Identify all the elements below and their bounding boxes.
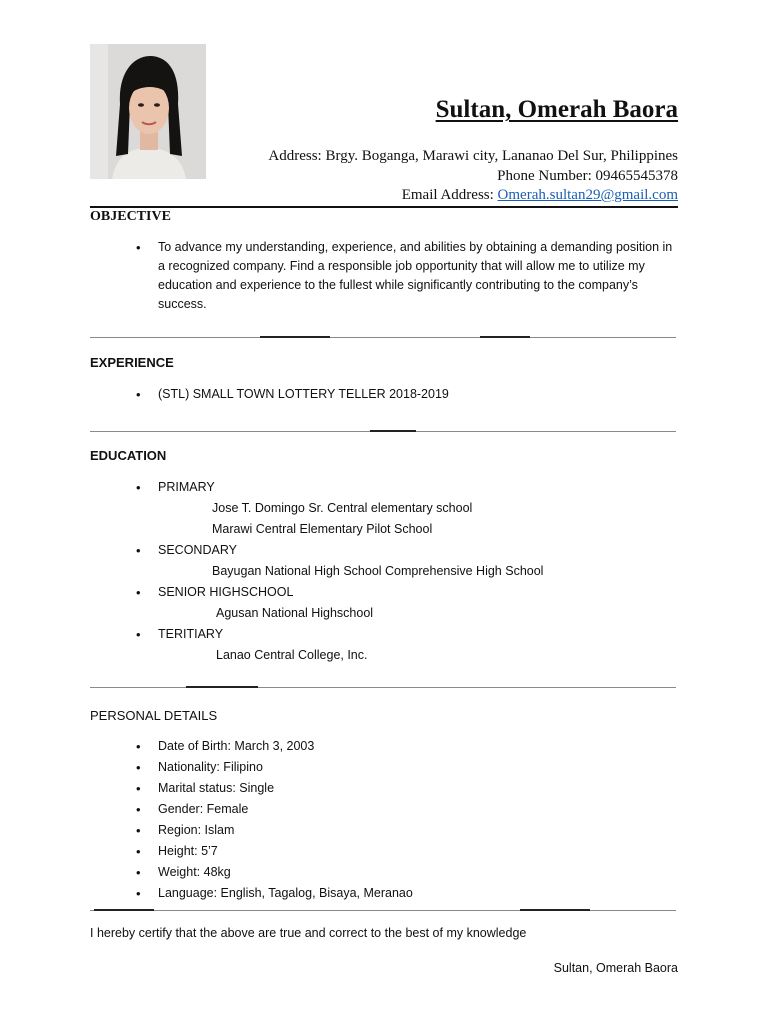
education-level: • SECONDARY [136,540,543,561]
education-title: EDUCATION [90,448,167,463]
email-link[interactable]: Omerah.sultan29@gmail.com [497,187,678,203]
education-school: Bayugan National High School Comprehensive High School [212,564,544,578]
bullet-icon: • [136,240,141,255]
education-school: Lanao Central College, Inc. [216,648,368,662]
personal-item-region: • Region: Islam [136,820,413,841]
education-school: Jose T. Domingo Sr. Central elementary school [212,501,473,515]
section-divider [90,910,676,911]
phone-line: Phone Number: 09465545378 [497,167,678,184]
header-rule [90,206,678,208]
profile-photo [90,44,206,179]
section-divider [90,431,676,432]
address-line: Address: Brgy. Boganga, Marawi city, Lananao Del Sur, Philippines [268,148,678,164]
experience-title: EXPERIENCE [90,355,174,370]
education-level: • PRIMARY [136,477,543,498]
email-line [268,186,678,206]
signature-name: Sultan, Omerah Baora [553,961,678,975]
education-school: Agusan National Highschool [216,606,374,620]
education-list [136,477,543,666]
email-label: Email Address: [401,187,498,203]
section-divider [90,687,676,688]
personal-item-nationality: • Nationality: Filipino [136,757,413,778]
personal-item-gender: • Gender: Female [136,799,413,820]
certification-statement: I hereby certify that the above are true and correct to the best of my knowledge [90,926,527,940]
experience-item: • (STL) SMALL TOWN LOTTERY TELLER 2018-2019 [136,384,449,405]
personal-item-language: • Language: English, Tagalog, Bisaya, Meranao [136,883,413,904]
objective-section [136,238,681,314]
profile-photo-graphic [90,44,206,179]
personal-item-height: • Height: 5’7 [136,841,413,862]
objective-title: OBJECTIVE [90,209,171,224]
section-divider [90,337,676,338]
personal-details-list [136,736,413,904]
experience-list [136,384,449,405]
candidate-name: Sultan, Omerah Baora [435,96,678,123]
personal-details-title: PERSONAL DETAILS [90,708,218,723]
objective-text: To advance my understanding, experience, and abilities by obtaining a demanding position in a recognized company. Find a responsible job opportunity that will allow me to utilize my education and experience to the fullest while significantly contributing to the company’s success. [158,240,673,311]
personal-item-marital: • Marital status: Single [136,778,413,799]
education-level: • SENIOR HIGHSCHOOL [136,582,543,603]
personal-item-birth: • Date of Birth: March 3, 2003 [136,736,413,757]
education-level: • TERITIARY [136,624,543,645]
personal-item-weight: • Weight: 48kg [136,862,413,883]
education-school: Marawi Central Elementary Pilot School [212,522,433,536]
contact-block [268,147,678,206]
